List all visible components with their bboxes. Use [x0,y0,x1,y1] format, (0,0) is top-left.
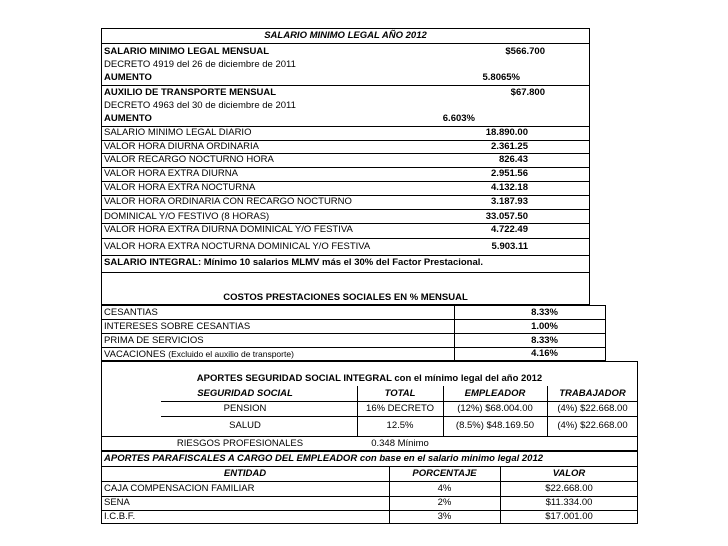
aumento-aux-label: AUMENTO [104,113,152,124]
entidad-name: CAJA COMPENSACION FAMILIAR [104,483,255,494]
prestacion-value: 4.16% [531,348,558,359]
header-seguridad-social: SEGURIDAD SOCIAL [197,388,293,399]
entidad-valor: $22.668.00 [545,483,593,494]
row-value: 2.361.25 [491,141,528,152]
prestaciones-title: COSTOS PRESTACIONES SOCIALES EN % MENSUAL [223,292,468,303]
row-value: 3.187.93 [491,196,528,207]
row-label: SALARIO MINIMO LEGAL DIARIO [104,127,252,138]
decreto-aux: DECRETO 4963 del 30 de diciembre de 2011 [104,100,296,111]
row-label: VALOR HORA EXTRA NOCTURNA DOMINICAL Y/O FESTIVA [104,241,371,252]
header-porcentaje: PORCENTAJE [412,468,477,479]
ss-trabajador: (4%) $22.668.00 [557,420,628,431]
ss-concepto: SALUD [229,420,261,431]
header-divider [161,401,638,402]
header-trabajador: TRABAJADOR [559,388,626,399]
header-total: TOTAL [384,388,416,399]
entidad-porcentaje: 3% [437,511,452,522]
vacaciones-note: (Excluido el auxilio de transporte) [168,349,294,359]
ss-empleador: (12%) $68.004.00 [457,403,533,414]
aux-transporte-value: $67.800 [510,87,545,98]
row-value: 826.43 [498,154,528,165]
seguridad-social-title: APORTES SEGURIDAD SOCIAL INTEGRAL con el mínimo legal del año 2012 [196,373,543,384]
prestacion-label [104,348,294,361]
ss-total: 16% DECRETO [366,403,434,414]
prestacion-value: 1.00% [531,321,558,332]
salario-integral-note: SALARIO INTEGRAL: Mínimo 10 salarios MLMV más el 30% del Factor Prestacional. [104,257,484,268]
row-divider [101,272,590,273]
row-divider [101,238,590,239]
title-divider [101,43,590,44]
row-label: DOMINICAL Y/O FESTIVO (8 HORAS) [104,211,270,222]
ss-total: 12.5% [386,420,414,431]
ss-total: 0.348 Mínimo [371,438,429,449]
row-value: 4.132.18 [491,182,528,193]
row-label: VALOR HORA EXTRA NOCTURNA [104,182,256,193]
prestacion-value: 8.33% [531,335,558,346]
decreto-smlm: DECRETO 4919 del 26 de diciembre de 2011 [104,59,296,70]
smlm-value: $566.700 [505,46,545,57]
row-divider [101,255,590,256]
entidad-valor: $11.334.00 [545,497,593,508]
ss-trabajador: (4%) $22.668.00 [557,403,628,414]
salario-minimo-title: SALARIO MINIMO LEGAL AÑO 2012 [264,30,427,41]
prestacion-label: CESANTIAS [104,307,158,318]
row-value: 5.903.11 [491,241,528,252]
header-valor: VALOR [552,468,586,479]
aumento-smlm-label: AUMENTO [104,72,152,83]
row-value: 4.722.49 [491,224,528,235]
row-value: 18.890.00 [485,127,528,138]
header-entidad: ENTIDAD [223,468,267,479]
smlm-label: SALARIO MINIMO LEGAL MENSUAL [104,46,270,57]
entidad-porcentaje: 2% [437,497,452,508]
row-label: VALOR HORA DIURNA ORDINARIA [104,141,260,152]
row-value: 2.951.56 [491,168,528,179]
row-label: VALOR RECARGO NOCTURNO HORA [104,154,274,165]
aumento-aux-value: 6.603% [442,113,475,124]
row-divider [101,319,606,320]
entidad-name: SENA [104,497,130,508]
prestacion-label: INTERESES SOBRE CESANTIAS [104,321,251,332]
header-empleador: EMPLEADOR [464,388,526,399]
row-divider [101,333,606,334]
prestacion-label: PRIMA DE SERVICIOS [104,335,204,346]
aumento-smlm-value: 5.8065% [482,72,520,83]
row-divider [101,209,590,210]
row-label: VALOR HORA EXTRA DIURNA [104,168,238,179]
title-divider [101,466,638,467]
row-label: VALOR HORA ORDINARIA CON RECARGO NOCTURNO [104,196,352,207]
vacaciones-label: VACACIONES [104,349,166,360]
aux-transporte-label: AUXILIO DE TRANSPORTE MENSUAL [104,87,277,98]
parafiscales-title: APORTES PARAFISCALES A CARGO DEL EMPLEADOR con base en el salario minimo legal 2012 [104,453,544,464]
entidad-name: I.C.B.F. [104,511,136,522]
row-divider [101,436,638,437]
divider [101,85,590,86]
ss-empleador: (8.5%) $48.169.50 [455,420,535,431]
row-divider [161,416,638,417]
entidad-valor: $17.001.00 [545,511,593,522]
row-label: VALOR HORA EXTRA DIURNA DOMINICAL Y/O FESTIVA [104,224,353,235]
row-value: 33.057.50 [485,211,528,222]
ss-concepto: PENSION [223,403,267,414]
header-divider [101,481,638,482]
prestacion-value: 8.33% [531,307,558,318]
entidad-porcentaje: 4% [437,483,452,494]
ss-concepto: RIESGOS PROFESIONALES [176,438,304,449]
